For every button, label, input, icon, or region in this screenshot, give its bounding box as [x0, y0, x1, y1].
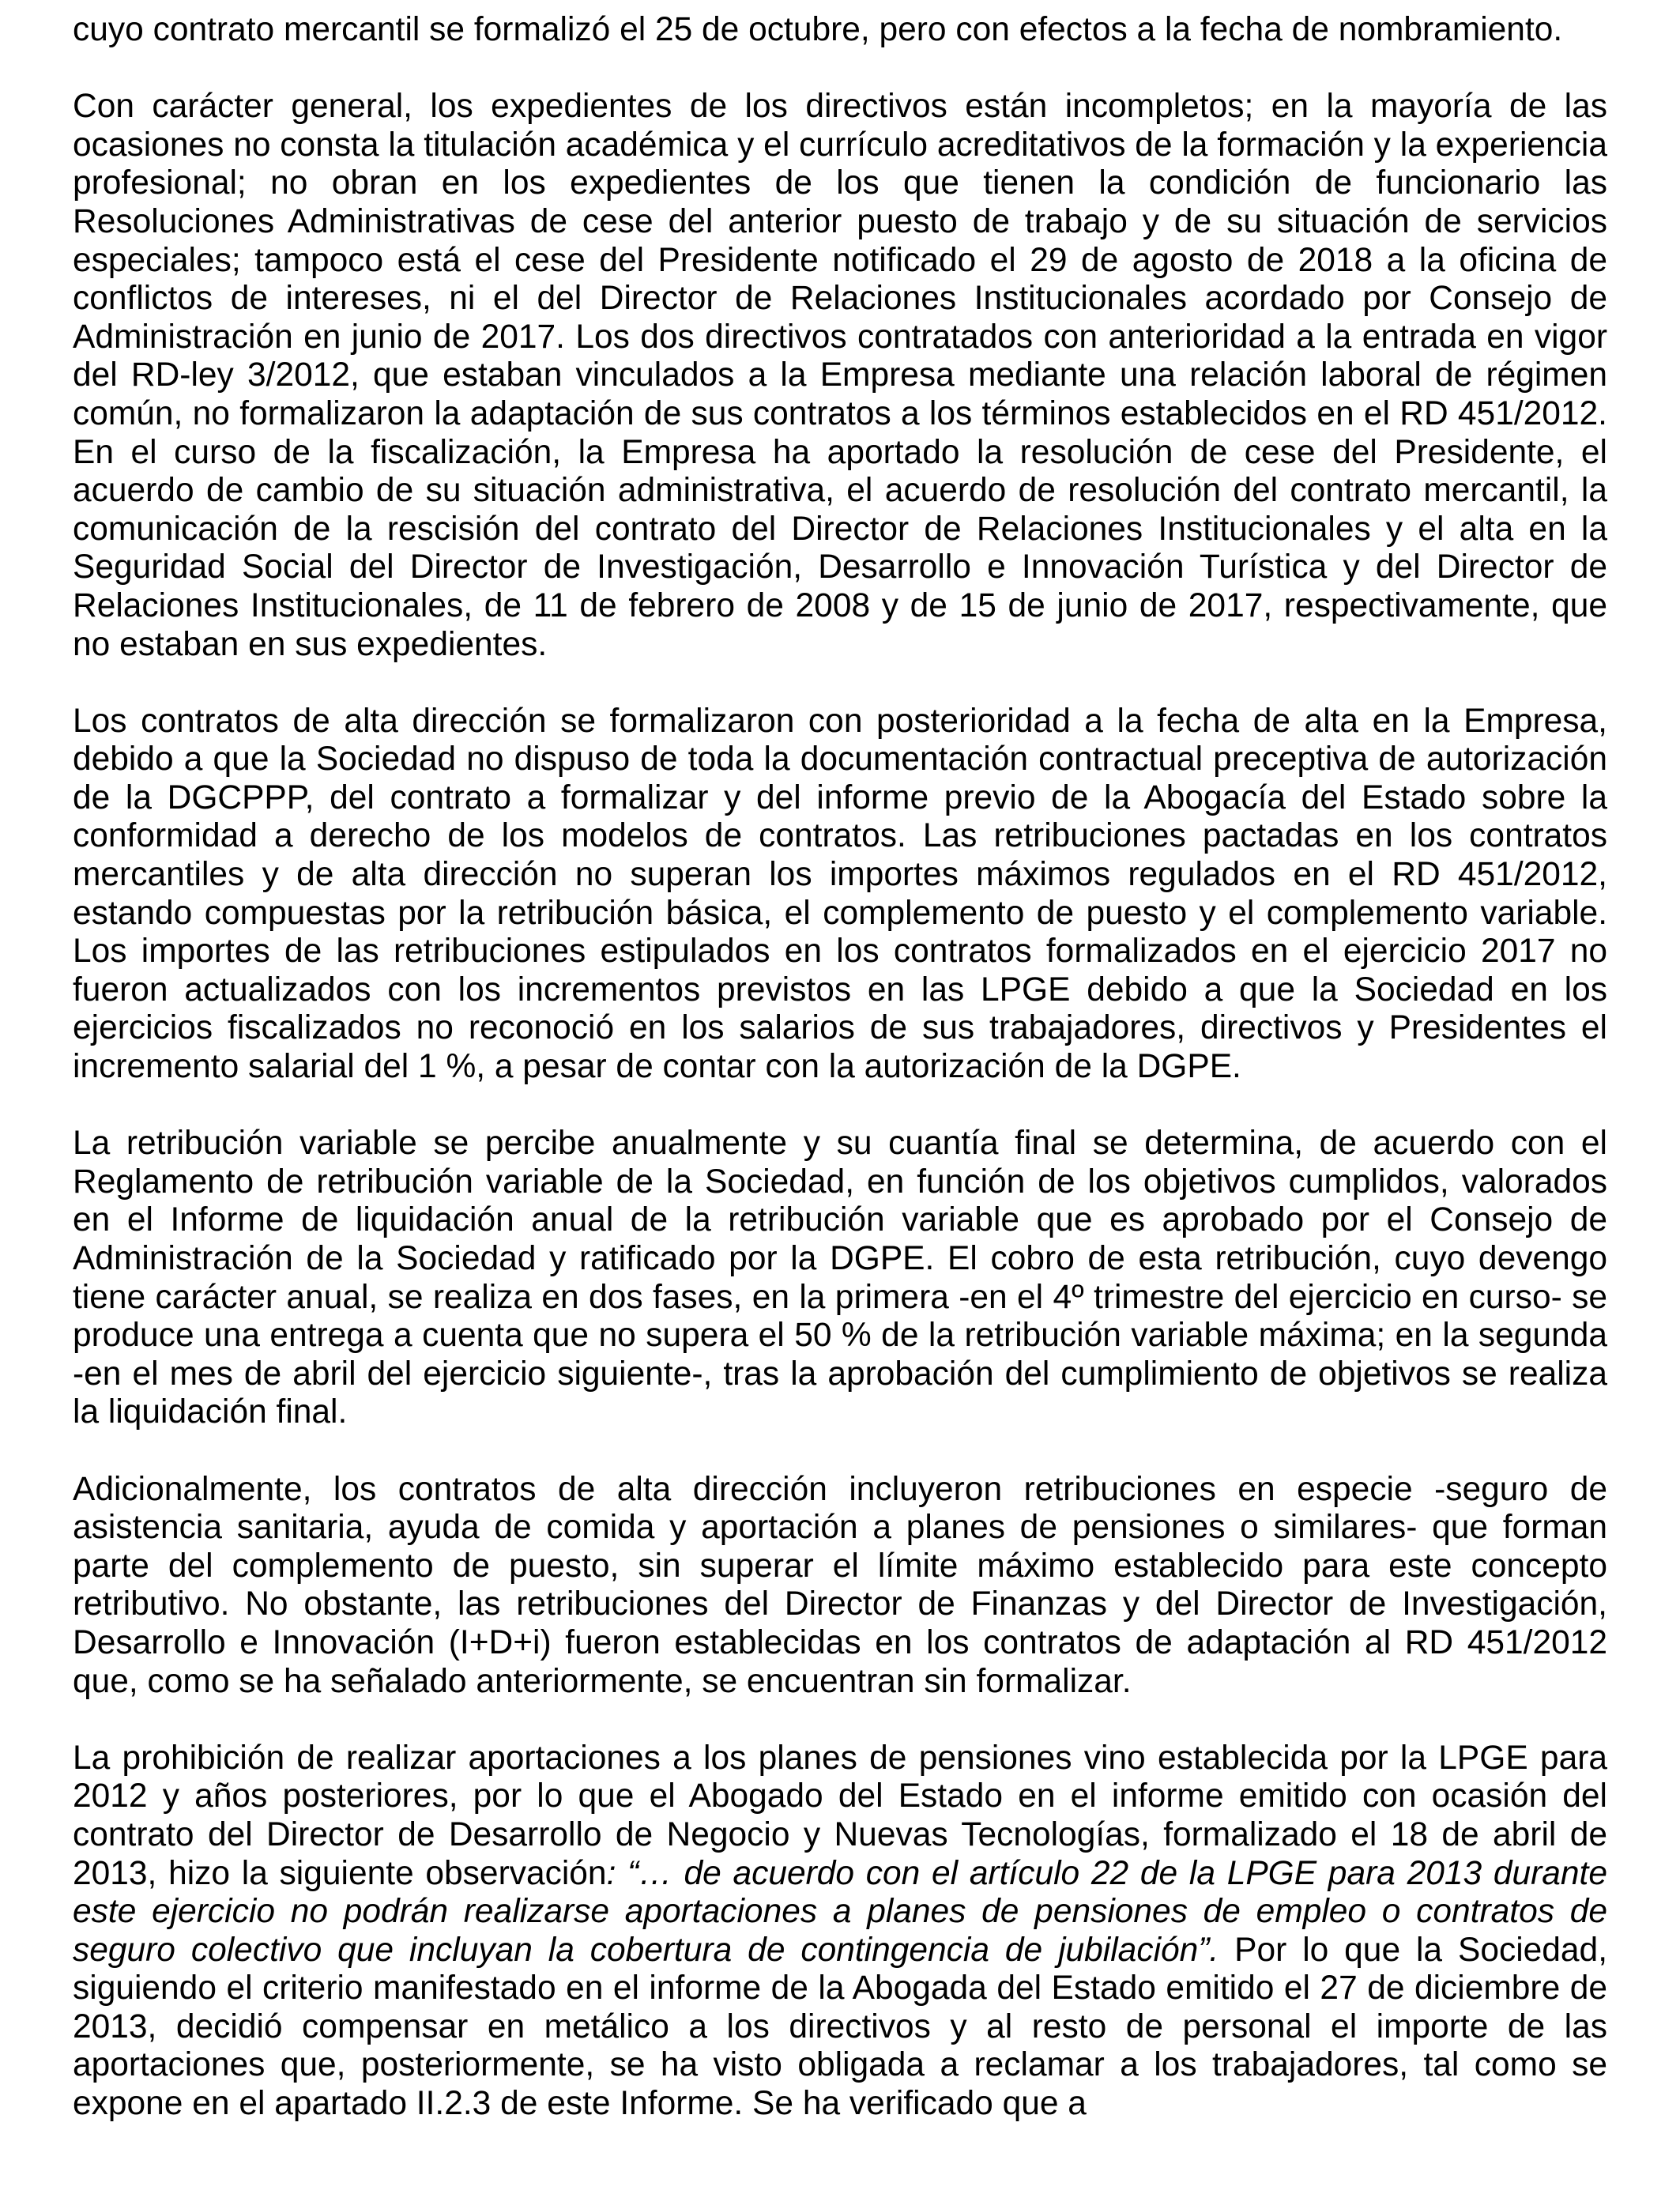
paragraph-contract-date: cuyo contrato mercantil se formalizó el 25 de octubre, pero con efectos a la fecha de nombramiento.: [73, 11, 1563, 48]
paragraph-senior-contracts: Los contratos de alta dirección se formalizaron con posterioridad a la fecha de alta en la Empresa, debido a que la Sociedad no dispuso de toda la documentación contractual preceptiva de autorización de la DGCPPP, del contrato a formalizar y del informe previo de la Abogacía del Estado sobre la conformidad a derecho de los modelos de contratos. Las retribuciones pactadas en los contratos mercantiles y de alta dirección no superan los importes máximos regulados en el RD 451/2012, estando compuestas por la retribución básica, el complemento de puesto y el complemento variable. Los importes de las retribuciones estipulados en los contratos formalizados en el ejercicio 2017 no fueron actualizados con los incrementos previstos en las LPGE debido a que la Sociedad en los ejercicios fiscalizados no reconoció en los salarios de sus trabajadores, directivos y Presidentes el incremento salarial del 1 %, a pesar de contar con la autorización de la DGPE.: [73, 702, 1607, 1086]
pension-text-after: Por lo que la Sociedad, siguiendo el criterio manifestado en el informe de la Abogada del Estado emitido el 27 de diciembre de 2013, decidió compensar en metálico a los directivos y al resto de personal el importe de las aportaciones que, posteriormente, se ha visto obligada a reclamar a los trabajadores, tal como se expone en el apartado II.2.3 de este Informe. Se ha verificado que a: [73, 1931, 1607, 2123]
paragraph-variable-pay: La retribución variable se percibe anualmente y su cuantía final se determina, de acuerdo con el Reglamento de retribución variable de la Sociedad, en función de los objetivos cumplidos, valorados en el Informe de liquidación anual de la retribución variable que es aprobado por el Consejo de Administración de la Sociedad y ratificado por la DGPE. El cobro de esta retribución, cuyo devengo tiene carácter anual, se realiza en dos fases, en la primera -en el 4º trimestre del ejercicio en curso- se produce una entrega a cuenta que no supera el 50 % de la retribución variable máxima; en la segunda -en el mes de abril del ejercicio siguiente-, tras la aprobación del cumplimiento de objetivos se realiza la liquidación final.: [73, 1125, 1607, 1431]
pension-quote: : “… de acuerdo con el artículo 22 de la LPGE para 2013 durante este ejercicio no podrán realizarse aportaciones a planes de pensiones de empleo o contratos de seguro colectivo que incluyan la cobertura de contingencia de jubilación”.: [73, 1854, 1608, 1969]
paragraph-incomplete-files: Con carácter general, los expedientes de los directivos están incompletos; en la mayoría de las ocasiones no consta la titulación académica y el currículo acreditativos de la formación y la experiencia profesional; no obran en los expedientes de los que tienen la condición de funcionario las Resoluciones Administrativas de cese del anterior puesto de trabajo y de su situación de servicios especiales; tampoco está el cese del Presidente notificado el 29 de agosto de 2018 a la oficina de conflictos de intereses, ni el del Director de Relaciones Institucionales acordado por Consejo de Administración en junio de 2017. Los dos directivos contratados con anterioridad a la entrada en vigor del RD-ley 3/2012, que estaban vinculados a la Empresa mediante una relación laboral de régimen común, no formalizaron la adaptación de sus contratos a los términos establecidos en el RD 451/2012. En el curso de la fiscalización, la Empresa ha aportado la resolución de cese del Presidente, el acuerdo de cambio de su situación administrativa, el acuerdo de resolución del contrato mercantil, la comunicación de la rescisión del contrato del Director de Relaciones Institucionales y el alta en la Seguridad Social del Director de Investigación, Desarrollo e Innovación Turística y del Director de Relaciones Institucionales, de 11 de febrero de 2008 y de 15 de junio de 2017, respectivamente, que no estaban en sus expedientes.: [73, 88, 1607, 663]
document-page: [73, 11, 1607, 2124]
paragraph-pension-plans: [73, 1740, 1607, 2124]
pension-text-before: La prohibición de realizar aportaciones a los planes de pensiones vino establecida por la LPGE para 2012 y años posteriores, por lo que el Abogado del Estado en el informe emitido con ocasión del contrato del Director de Desarrollo de Negocio y Nuevas Tecnologías, formalizado el 18 de abril de 2013, hizo la siguiente observación: [73, 1739, 1607, 1892]
paragraph-benefits-in-kind: Adicionalmente, los contratos de alta dirección incluyeron retribuciones en especie -seguro de asistencia sanitaria, ayuda de comida y aportación a planes de pensiones o similares- que forman parte del complemento de puesto, sin superar el límite máximo establecido para este concepto retributivo. No obstante, las retribuciones del Director de Finanzas y del Director de Investigación, Desarrollo e Innovación (I+D+i) fueron establecidas en los contratos de adaptación al RD 451/2012 que, como se ha señalado anteriormente, se encuentran sin formalizar.: [73, 1470, 1607, 1700]
